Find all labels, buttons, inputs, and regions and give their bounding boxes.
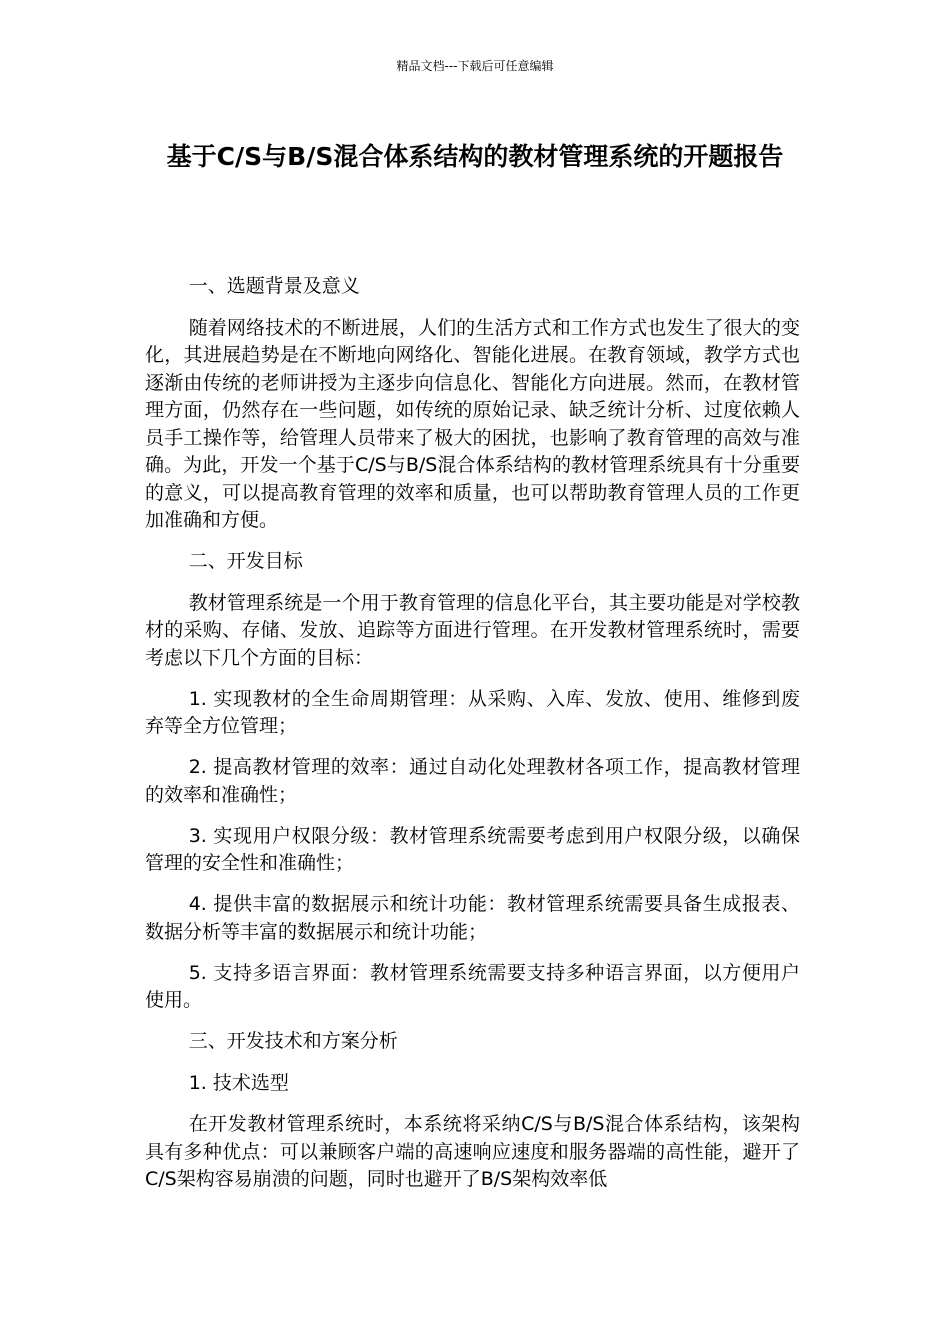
section-heading-goals: 二、开发目标: [188, 550, 303, 572]
goal-item-2: 2. 提高教材管理的效率：通过自动化处理教材各项工作，提高教材管理的效率和准确性；: [145, 756, 800, 806]
goal-item-4: 4. 提供丰富的数据展示和统计功能：教材管理系统需要具备生成报表、数据分析等丰富的数据展示和统计功能；: [145, 893, 800, 943]
section-heading-background: 一、选题背景及意义: [188, 275, 360, 297]
document-body: [145, 273, 800, 1207]
goal-item-1: 1. 实现教材的全生命周期管理：从采购、入库、发放、使用、维修到废弃等全方位管理；: [145, 687, 800, 737]
goal-item-5: 5. 支持多语言界面：教材管理系统需要支持多种语言界面，以方便用户使用。: [145, 961, 800, 1011]
section-heading-technology: 三、开发技术和方案分析: [188, 1030, 398, 1052]
paragraph-tech-selection: 在开发教材管理系统时，本系统将采纳C/S与B/S混合体系结构，该架构具有多种优点：可以兼顾客户端的高速响应速度和服务器端的高性能，避开了C/S架构容易崩溃的问题，同时也避开了B/S架构效率低: [145, 1113, 800, 1190]
subsection-heading-tech-selection: 1. 技术选型: [188, 1071, 289, 1094]
paragraph-goals-intro: 教材管理系统是一个用于教育管理的信息化平台，其主要功能是对学校教材的采购、存储、发放、追踪等方面进行管理。在开发教材管理系统时，需要考虑以下几个方面的目标：: [145, 591, 800, 669]
paragraph-background: 随着网络技术的不断进展，人们的生活方式和工作方式也发生了很大的变化，其进展趋势是在不断地向网络化、智能化进展。在教育领域，教学方式也逐渐由传统的老师讲授为主逐步向信息化、智能化方向进展。然而，在教材管理方面，仍然存在一些问题，如传统的原始记录、缺乏统计分析、过度依赖人员手工操作等，给管理人员带来了极大的困扰，也影响了教育管理的高效与准确。为此，开发一个基于C/S与B/S混合体系结构的教材管理系统具有十分重要的意义，可以提高教育管理的效率和质量，也可以帮助教育管理人员的工作更加准确和方便。: [145, 316, 800, 531]
header-note: 精品文档---下载后可任意编辑: [396, 59, 554, 73]
document-title: 基于C/S与B/S混合体系结构的教材管理系统的开题报告: [166, 142, 784, 171]
goal-item-3: 3. 实现用户权限分级：教材管理系统需要考虑到用户权限分级，以确保管理的安全性和准确性；: [145, 824, 800, 874]
